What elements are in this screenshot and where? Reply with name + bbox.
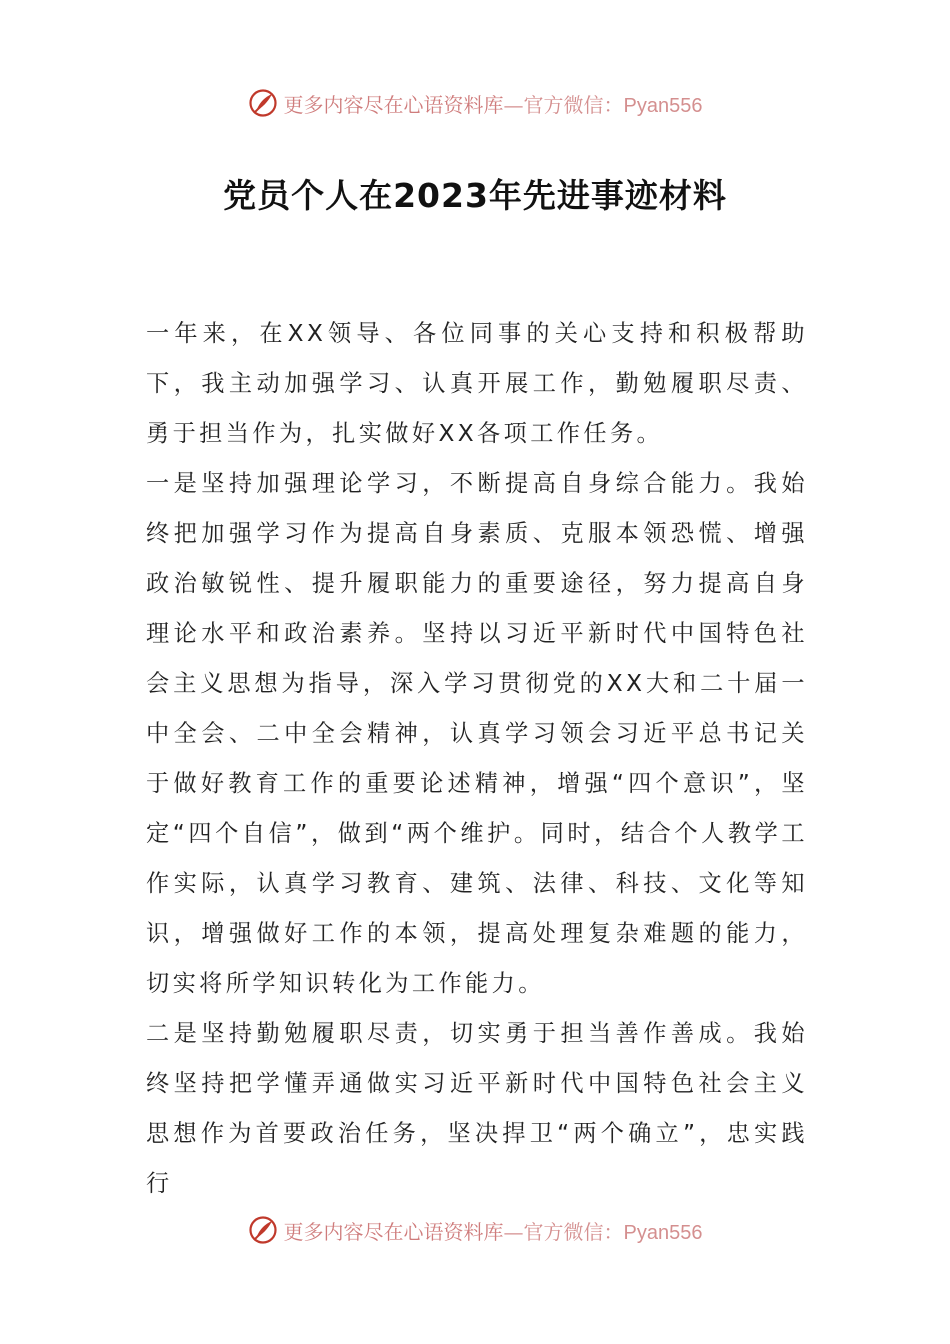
document-body [146,309,808,1209]
banner-brand: 更多内容尽在心语资料库 [283,92,504,117]
banner-label: 官方微信： [523,92,624,117]
banner-dash: — [503,92,524,117]
paragraph-intro: 一年来，在XX领导、各位同事的关心支持和积极帮助下，我主动加强学习、认真开展工作，勤勉履职尽责、勇于担当作为，扎实做好XX各项工作任务。 [146,320,808,447]
header-banner [0,86,950,120]
paragraph-one: 一是坚持加强理论学习，不断提高自身综合能力。我始终把加强学习作为提高自身素质、克服本领恐慌、增强政治敏锐性、提升履职能力的重要途径，努力提高自身理论水平和政治素养。坚持以习近平新时代中国特色社会主义思想为指导，深入学习贯彻党的XX大和二十届一中全会、二中全会精神，认真学习领会习近平总书记关于做好教育工作的重要论述精神，增强“四个意识”，坚定“四个自信”，做到“两个维护。同时，结合个人教学工作实际，认真学习教育、建筑、法律、科技、文化等知识，增强做好工作的本领，提高处理复杂难题的能力，切实将所学知识转化为工作能力。 [146,470,808,997]
document-title: 党员个人在2023年先进事迹材料 [223,176,727,215]
footer-banner [0,1213,950,1247]
banner-brand: 更多内容尽在心语资料库 [283,1219,504,1244]
quill-logo-icon [248,88,278,118]
quill-logo-icon [248,1215,278,1245]
banner-wechat-id: Pyan556 [623,1221,703,1244]
banner-label: 官方微信： [523,1219,624,1244]
banner-dash: — [503,1219,524,1244]
paragraph-two: 二是坚持勤勉履职尽责，切实勇于担当善作善成。我始终坚持把学懂弄通做实习近平新时代中国特色社会主义思想作为首要政治任务，坚决捍卫“两个确立”，忠实践行 [146,1020,808,1197]
banner-wechat-id: Pyan556 [623,94,703,117]
